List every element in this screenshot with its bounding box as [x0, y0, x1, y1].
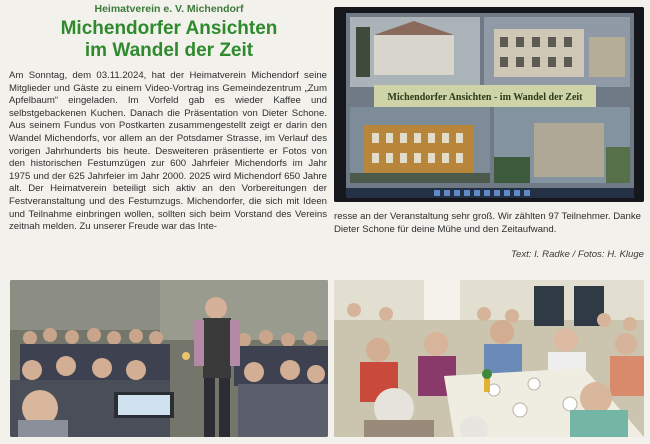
cafe-illustration [334, 280, 644, 437]
photo-lecture-audience [10, 280, 328, 437]
slide-illustration [334, 7, 644, 202]
article-body-right [334, 211, 644, 236]
body-paragraph-left: Am Sonntag, dem 03.11.2024, hat der Heimatverein Michendorf seine Mitglieder und Gäste zu einem Video-Vortrag ins Gemeindezentrum „Zum Apfelbaum“ eingeladen. Im Vorfeld gab es wieder Kaffee und selbstgebackenen Kuchen. Danach die Präsentation von Dieter Schone. Aus seinem Fundus von Postkarten zusammengestellt zeigt er darin den Wandel Michendorfs, vor allem an der Potsdamer Strasse, im Verlauf des vorigen Jahrhunderts bis heute. Desweiteren präsentierte er Fotos von den historischen Festumzügen zur 600 Jahrfeier Michendorfs im Jahr 1975 und der 625 Jahrfeier im Jahr 2000. 2025 wird Michendorf 650 Jahre alt. Der Heimatverein beteiligt sich aktiv an den Vorbereitungen der Festveranstaltung und des Festumzugs. Michendorfer, die sich mit Ideen und Teilnahme einbringen wollen, sollten sich beim Vorstand des Vereins zeitnah melden. Zu unserer Freude war das Inte- [9, 70, 327, 233]
photo-projected-slide [334, 7, 644, 202]
body-paragraph-right: resse an der Veranstaltung sehr groß. Wir zählten 97 Teilnehmer. Danke Dieter Schone für deine Mühe und den Zeitaufwand. [334, 211, 641, 235]
headline-line-2: im Wandel der Zeit [84, 40, 254, 61]
article-kicker: Heimatverein e. V. Michendorf [94, 3, 244, 15]
article-body-left [9, 70, 327, 234]
headline-line-1: Michendorfer Ansichten [60, 18, 278, 39]
photo-credit: Text: I. Radke / Fotos: H. Kluge [511, 249, 644, 260]
photo-coffee-gathering [334, 280, 644, 437]
slide-caption: Michendorfer Ansichten - im Wandel der Zeit [387, 92, 583, 103]
article-headline [10, 18, 328, 62]
lecture-illustration [10, 280, 328, 437]
